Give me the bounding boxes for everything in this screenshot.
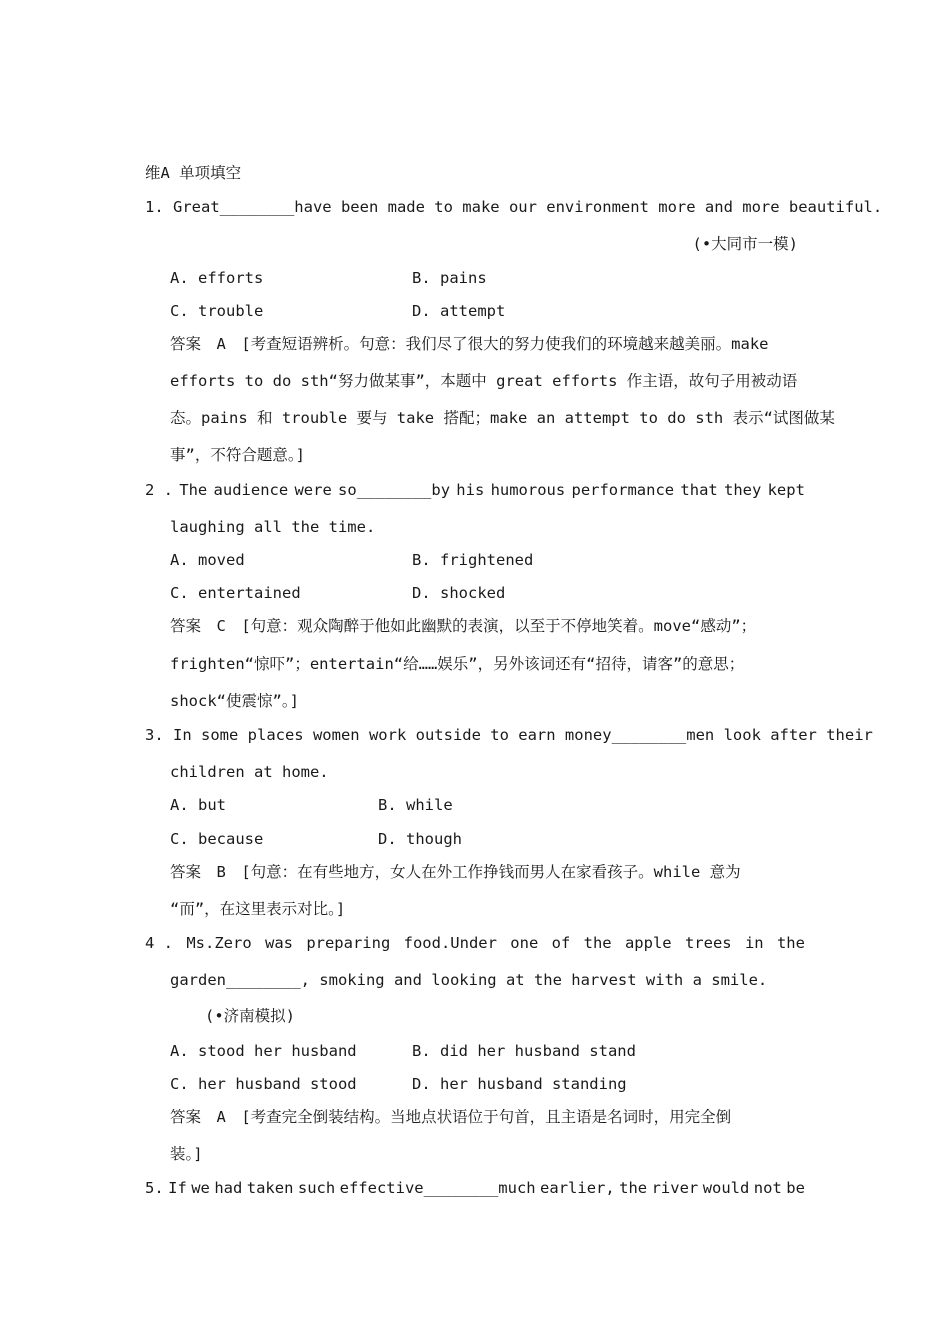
question-1-option-d: D. attempt bbox=[412, 302, 506, 320]
question-1-option-c: C. trouble bbox=[170, 302, 264, 320]
word: 2 . bbox=[145, 481, 173, 499]
word: preparing bbox=[306, 934, 391, 952]
question-2-option-d: D. shocked bbox=[412, 584, 506, 602]
question-2-answer-line-1: 答案 C [句意：观众陶醉于他如此幽默的表演，以至于不停地笑着。move“感动”； bbox=[170, 617, 757, 635]
question-2-option-c: C. entertained bbox=[170, 584, 301, 602]
word: we bbox=[191, 1179, 210, 1197]
word: would bbox=[702, 1179, 750, 1197]
word: If bbox=[168, 1179, 187, 1197]
question-4-stem-line-2: garden________, smoking and looking at the harvest with a smile. bbox=[170, 971, 768, 989]
question-1-answer-line-3: 态。pains 和 trouble 要与 take 搭配；make an attempt to do sth 表示“试图做某 bbox=[170, 409, 835, 427]
word: food.Under bbox=[403, 934, 497, 952]
word: The bbox=[179, 481, 208, 499]
section-title: 维A 单项填空 bbox=[145, 164, 242, 182]
word: river bbox=[651, 1179, 699, 1197]
word: the bbox=[619, 1179, 648, 1197]
question-1-option-a: A. efforts bbox=[170, 269, 264, 287]
word: audience bbox=[213, 481, 289, 499]
question-3-option-d: D. though bbox=[378, 830, 462, 848]
question-1-source: (•大同市一模) bbox=[692, 235, 798, 253]
question-4-option-d: D. her husband standing bbox=[412, 1075, 627, 1093]
question-2-option-a: A. moved bbox=[170, 551, 245, 569]
word: such bbox=[297, 1179, 336, 1197]
question-2-answer-line-2: frighten“惊吓”；entertain“给……娱乐”，另外该词还有“招待，请客”的意思； bbox=[170, 655, 745, 673]
question-4-option-b: B. did her husband stand bbox=[412, 1042, 636, 1060]
word: had bbox=[214, 1179, 243, 1197]
word: humorous bbox=[490, 481, 566, 499]
question-3-stem-line-2: children at home. bbox=[170, 763, 329, 781]
question-2-stem-line-1 bbox=[145, 480, 805, 500]
word: that bbox=[680, 481, 718, 499]
question-3-option-a: A. but bbox=[170, 796, 226, 814]
question-3-option-c: C. because bbox=[170, 830, 264, 848]
question-3-answer-line-1: 答案 B [句意：在有些地方，女人在外工作挣钱而男人在家看孩子。while 意为 bbox=[170, 863, 741, 881]
word: were bbox=[294, 481, 332, 499]
question-1-answer-line-1: 答案 A [考查短语辨析。句意：我们尽了很大的努力使我们的环境越来越美丽。make bbox=[170, 335, 769, 353]
word: so________by bbox=[338, 481, 451, 499]
question-3-stem-line-1: 3. In some places women work outside to earn money________men look after their bbox=[145, 726, 873, 744]
question-4-option-a: A. stood her husband bbox=[170, 1042, 357, 1060]
question-4-source: (•济南模拟) bbox=[205, 1007, 295, 1025]
word: in bbox=[744, 934, 764, 952]
word: earlier, bbox=[540, 1179, 615, 1197]
question-3-answer-line-2: “而”，在这里表示对比。] bbox=[170, 900, 346, 918]
word: Ms.Zero bbox=[186, 934, 252, 952]
question-2-option-b: B. frightened bbox=[412, 551, 534, 569]
question-4-answer-line-2: 装。] bbox=[170, 1145, 203, 1163]
question-4-option-c: C. her husband stood bbox=[170, 1075, 357, 1093]
word: taken bbox=[246, 1179, 294, 1197]
word: kept bbox=[767, 481, 805, 499]
word: they bbox=[724, 481, 762, 499]
word: the bbox=[776, 934, 805, 952]
word: effective________much bbox=[339, 1179, 536, 1197]
word: performance bbox=[571, 481, 675, 499]
word: be bbox=[786, 1179, 805, 1197]
question-2-stem-line-2: laughing all the time. bbox=[170, 518, 376, 536]
word: was bbox=[264, 934, 293, 952]
question-2-answer-line-3: shock“使震惊”。] bbox=[170, 692, 299, 710]
question-5-stem-line-1 bbox=[145, 1178, 805, 1198]
word: 5. bbox=[145, 1179, 164, 1197]
word: his bbox=[456, 481, 485, 499]
word: 4 . bbox=[145, 934, 173, 952]
question-3-option-b: B. while bbox=[378, 796, 453, 814]
question-1-answer-line-4: 事”，不符合题意。] bbox=[170, 446, 305, 464]
word: the bbox=[583, 934, 612, 952]
question-1-answer-line-2: efforts to do sth“努力做某事”，本题中 great efforts 作主语，故句子用被动语 bbox=[170, 372, 798, 390]
word: one bbox=[510, 934, 539, 952]
question-4-answer-line-1: 答案 A [考查完全倒装结构。当地点状语位于句首，且主语是名词时，用完全倒 bbox=[170, 1108, 732, 1126]
question-1-stem: 1. Great________have been made to make our environment more and more beautiful. bbox=[145, 198, 883, 216]
word: of bbox=[551, 934, 571, 952]
word: trees bbox=[684, 934, 732, 952]
word: not bbox=[753, 1179, 782, 1197]
question-4-stem-line-1 bbox=[145, 933, 805, 953]
word: apple bbox=[624, 934, 672, 952]
question-1-option-b: B. pains bbox=[412, 269, 487, 287]
